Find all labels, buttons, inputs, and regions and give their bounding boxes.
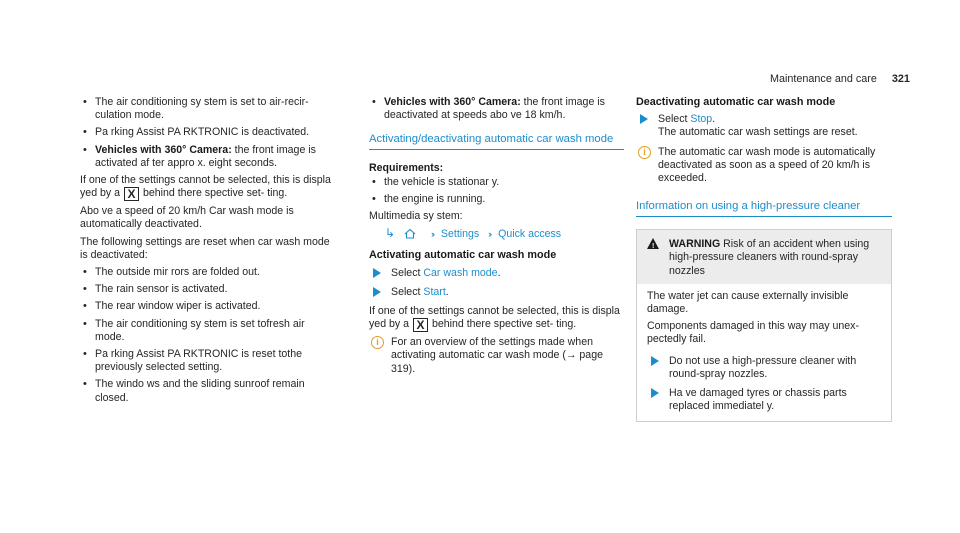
note-text: For an overview of the settings made when activating automatic car wash mode (→ page 319). [391, 336, 603, 375]
info-icon: i [638, 146, 651, 159]
section-heading: Activating/deactivating automatic car wash mode [369, 132, 624, 150]
step-text: Select [391, 285, 424, 298]
step-text: Ha ve damaged tyres or chassis parts replaced immediatel y. [669, 387, 847, 413]
step-text: Select [658, 113, 691, 126]
nav-settings[interactable]: Settings [440, 228, 480, 241]
list-item [369, 96, 624, 122]
step-text: . [497, 266, 501, 279]
subheading: Activating automatic car wash mode [369, 249, 557, 262]
camera-text: the front image is activated af ter appro x. eight seconds. [95, 143, 316, 169]
car-wash-mode-link[interactable]: Car wash mode [423, 266, 498, 279]
paragraph [80, 174, 335, 201]
list-item: • The windo ws and the sliding sunroof remain closed. [80, 378, 335, 404]
column-right [636, 96, 892, 422]
camera-label: Vehicles with 360° Camera: [95, 143, 232, 156]
instruction-step [647, 387, 881, 413]
nav-quick-access[interactable]: Quick access [498, 228, 562, 241]
warning-body [637, 284, 891, 422]
x-mark-icon: X [124, 187, 139, 201]
list-item: • The air conditioning sy stem is set to air-recir- culation mode. [80, 96, 335, 122]
multimedia-label: Multimedia sy stem: [369, 210, 463, 223]
list-item: • the engine is running. [369, 193, 624, 206]
column-middle [369, 96, 624, 380]
paragraph [369, 305, 624, 332]
step-arrow-icon [373, 268, 381, 278]
note-text: The automatic car wash mode is automatically deactivated as soon as a speed of 20 km/h is exceeded. [658, 145, 876, 185]
list-item: • The air conditioning sy stem is set tofresh air mode. [80, 318, 335, 344]
step-text: Do not use a high-pressure cleaner with round-spray nozzles. [669, 354, 857, 380]
list-item [80, 144, 335, 170]
home-icon[interactable] [404, 228, 416, 239]
info-note [369, 336, 624, 376]
list-item: • Pa rking Assist PA RKTRONIC is reset tothe previously selected setting. [80, 348, 335, 374]
requirements-label: Requirements: [369, 162, 444, 175]
paragraph: Components damaged in this way may unex‐ pectedly fail. [647, 320, 859, 346]
step-arrow-icon [651, 388, 659, 398]
subheading: Deactivating automatic car wash mode [636, 96, 836, 108]
start-link[interactable]: Start [423, 285, 446, 298]
paragraph-text: behind there spective set‐ ting. [429, 318, 577, 331]
step-arrow-icon [651, 356, 659, 366]
paragraph-text: If one of the settings cannot be selected, this is displa yed by a [80, 174, 331, 200]
page-header [770, 73, 910, 86]
paragraph-text: If one of the settings cannot be selected, this is displa yed by a [369, 305, 620, 331]
navigation-path [369, 227, 624, 241]
list-item: • The outside mir rors are folded out. [80, 266, 335, 279]
paragraph: The water jet can cause externally invisible damage. [647, 289, 849, 316]
hook-arrow-icon: ↳ [385, 226, 396, 241]
instruction-step [369, 286, 624, 299]
camera-label: Vehicles with 360° Camera: [384, 96, 521, 108]
double-chevron-icon: ›› [488, 229, 491, 240]
info-icon: i [371, 336, 384, 349]
step-text: . [712, 113, 716, 126]
paragraph: Abo ve a speed of 20 km/h Car wash mode is automatically deactivated. [80, 205, 294, 231]
warning-header [637, 230, 891, 284]
instruction-step [647, 355, 881, 381]
camera-text: the front image is deactivated at speeds abo ve 18 km/h. [384, 96, 605, 122]
warning-triangle-icon: ! [647, 238, 659, 249]
list-item: • The rear window wiper is activated. [80, 300, 335, 313]
warning-box [636, 229, 892, 422]
step-text: Select [391, 266, 424, 279]
instruction-step [636, 113, 892, 139]
double-chevron-icon: ›› [430, 229, 433, 240]
column-left [80, 96, 335, 409]
stop-link[interactable]: Stop [690, 113, 713, 126]
list-item: • the vehicle is stationar y. [369, 176, 624, 189]
paragraph: The following settings are reset when car wash mode is deactivated: [80, 235, 330, 261]
step-result: The automatic car wash settings are reset. [658, 126, 858, 139]
section-heading: Information on using a high-pressure cleaner [636, 199, 892, 217]
paragraph-text: behind there spective set‐ ting. [140, 187, 288, 200]
step-arrow-icon [640, 114, 648, 124]
step-text: . [445, 285, 449, 298]
instruction-step [369, 267, 624, 280]
section-title: Maintenance and care [770, 73, 877, 85]
list-item: • Pa rking Assist PA RKTRONIC is deactivated. [80, 126, 335, 139]
step-arrow-icon [373, 287, 381, 297]
warning-label: WARNING [669, 238, 721, 251]
warning-text: Risk of an accident when using high-pressure cleaners with round-spray nozzles [669, 238, 870, 277]
page-number: 321 [891, 73, 910, 85]
x-mark-icon: X [413, 318, 428, 332]
info-note [636, 146, 892, 186]
list-item: • The rain sensor is activated. [80, 283, 335, 296]
